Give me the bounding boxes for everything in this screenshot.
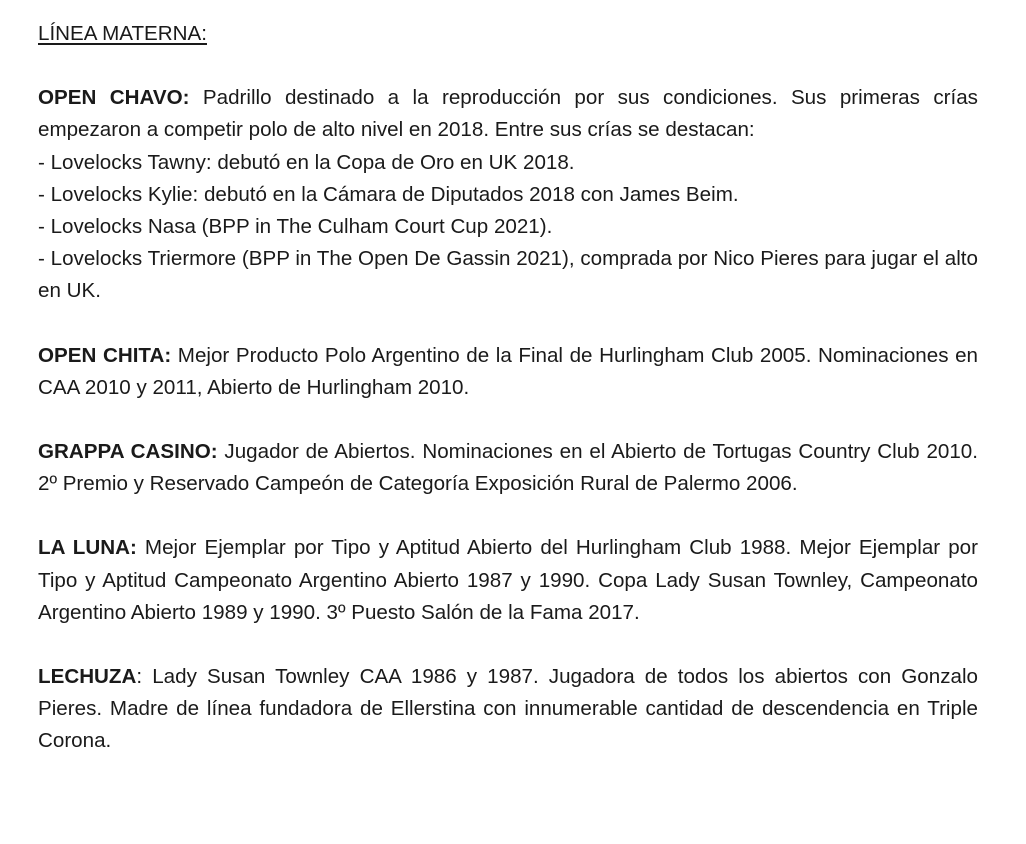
- entry-text: Mejor Ejemplar por Tipo y Aptitud Abierto del Hurlingham Club 1988. Mejor Ejemplar por Tipo y Aptitud Campeonato Argentino Abierto 1987 y 1990. Copa Lady Susan Townley, Campeonato Argentino Abierto 1989 y 1990. 3º Puesto Salón de la Fama 2017.: [38, 536, 978, 624]
- section-heading: LÍNEA MATERNA:: [38, 22, 207, 45]
- entry-text: Lady Susan Townley CAA 1986 y 1987. Jugadora de todos los abiertos con Gonzalo Pieres. Madre de línea fundadora de Ellerstina con innumerable cantidad de descendencia en Triple Corona.: [38, 665, 978, 753]
- entry-name: OPEN CHITA:: [38, 343, 172, 367]
- entry-lechuza: [38, 661, 978, 758]
- entry-open-chavo: [38, 82, 978, 307]
- entry-name-suffix: :: [136, 665, 143, 689]
- entry-paragraph: [38, 661, 978, 758]
- document-page: [38, 18, 978, 790]
- entry-name: GRAPPA CASINO:: [38, 440, 218, 464]
- list-item: - Lovelocks Tawny: debutó en la Copa de Oro en UK 2018.: [38, 150, 575, 174]
- list-item: - Lovelocks Kylie: debutó en la Cámara de Diputados 2018 con James Beim.: [38, 182, 739, 206]
- entry-name: OPEN CHAVO:: [38, 86, 190, 110]
- entry-text: Mejor Producto Polo Argentino de la Final de Hurlingham Club 2005. Nominaciones en CAA 2010 y 2011, Abierto de Hurlingham 2010.: [38, 343, 978, 399]
- list-item: - Lovelocks Nasa (BPP in The Culham Court Cup 2021).: [38, 215, 553, 239]
- entry-intro: Padrillo destinado a la reproducción por sus condiciones. Sus primeras crías empezaron a competir polo de alto nivel en 2018. Entre sus crías se destacan:: [38, 86, 978, 142]
- entry-open-chita: [38, 340, 978, 404]
- entry-paragraph: [38, 436, 978, 500]
- entry-paragraph: [38, 532, 978, 629]
- entry-la-luna: [38, 532, 978, 629]
- entry-name: LECHUZA: [38, 665, 137, 689]
- entry-grappa-casino: [38, 436, 978, 500]
- entry-paragraph: [38, 340, 978, 404]
- list-item: - Lovelocks Triermore (BPP in The Open De Gassin 2021), comprada por Nico Pieres para jugar el alto en UK.: [38, 247, 978, 303]
- entry-paragraph: [38, 82, 978, 146]
- entry-text: Jugador de Abiertos. Nominaciones en el Abierto de Tortugas Country Club 2010. 2º Premio y Reservado Campeón de Categoría Exposición Rural de Palermo 2006.: [38, 440, 978, 496]
- entry-name: LA LUNA:: [38, 536, 137, 560]
